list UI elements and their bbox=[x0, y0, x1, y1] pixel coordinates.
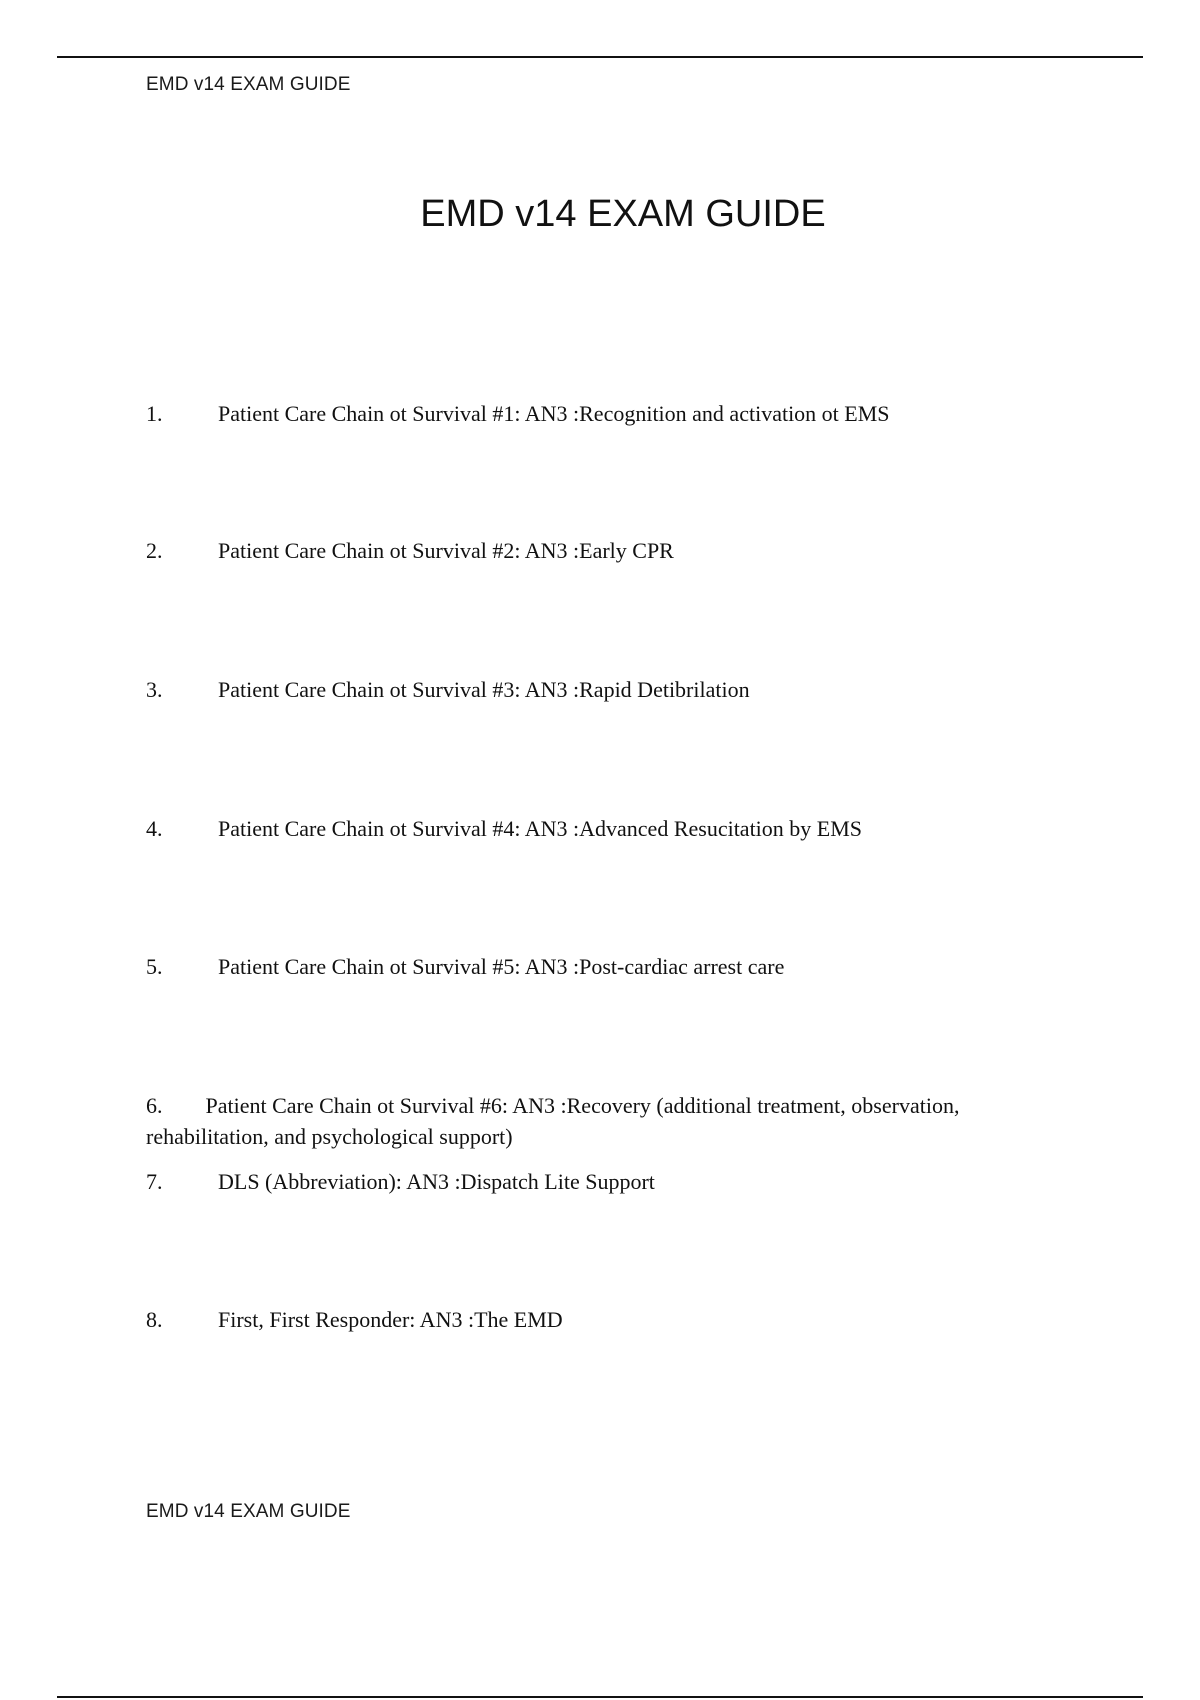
item-text: Patient Care Chain ot Survival #6: AN3 :Recovery (additional treatment, observation, rehabilitation, and psychological support) bbox=[146, 1093, 960, 1149]
item-number: 2. bbox=[146, 538, 163, 563]
list-item bbox=[146, 674, 1066, 705]
item-text: Patient Care Chain ot Survival #1: AN3 :Recognition and activation ot EMS bbox=[218, 401, 890, 426]
list-item bbox=[146, 398, 1066, 429]
list-item bbox=[146, 535, 1066, 566]
item-number: 4. bbox=[146, 816, 163, 841]
item-text: Patient Care Chain ot Survival #3: AN3 :Rapid Detibrilation bbox=[218, 677, 750, 702]
item-number: 8. bbox=[146, 1307, 163, 1332]
item-number: 3. bbox=[146, 677, 163, 702]
running-header: EMD v14 EXAM GUIDE bbox=[146, 74, 351, 95]
item-text: DLS (Abbreviation): AN3 :Dispatch Lite Support bbox=[218, 1169, 655, 1194]
item-text: Patient Care Chain ot Survival #4: AN3 :Advanced Resucitation by EMS bbox=[218, 816, 863, 841]
item-number: 5. bbox=[146, 954, 163, 979]
item-text: Patient Care Chain ot Survival #2: AN3 :Early CPR bbox=[218, 538, 674, 563]
item-text: First, First Responder: AN3 :The EMD bbox=[218, 1307, 563, 1332]
list-item bbox=[146, 1304, 1066, 1335]
item-number: 7. bbox=[146, 1169, 163, 1194]
top-rule bbox=[57, 56, 1143, 58]
item-text: Patient Care Chain ot Survival #5: AN3 :Post-cardiac arrest care bbox=[218, 954, 785, 979]
list-item bbox=[146, 813, 1066, 844]
page-title: EMD v14 EXAM GUIDE bbox=[420, 193, 826, 235]
list-item bbox=[146, 1166, 1066, 1197]
list-item bbox=[146, 951, 1066, 982]
bottom-rule bbox=[57, 1696, 1143, 1698]
list-item bbox=[146, 1090, 1066, 1152]
item-number: 6. bbox=[146, 1093, 163, 1118]
item-number: 1. bbox=[146, 401, 163, 426]
running-footer: EMD v14 EXAM GUIDE bbox=[146, 1501, 351, 1522]
